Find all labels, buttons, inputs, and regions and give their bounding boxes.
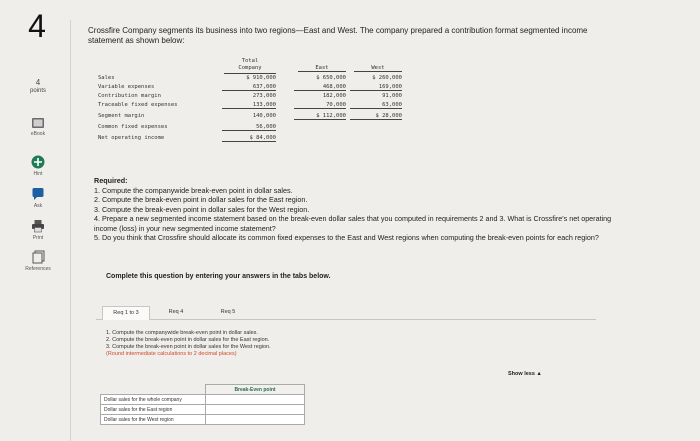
east-value: $ 112,000 — [294, 113, 346, 120]
header-total-underline — [224, 73, 276, 74]
west-value: 91,000 — [382, 93, 402, 99]
stmt-row-common — [96, 124, 396, 133]
hint-button[interactable] — [14, 155, 62, 177]
tab-req-5[interactable]: Req 5 — [220, 309, 236, 315]
west-value: 169,000 — [350, 84, 402, 91]
east-value: $ 650,000 — [316, 75, 346, 81]
complete-instruction: Complete this question by entering your answers in the tabs below. — [106, 273, 331, 280]
row-label: Variable expenses — [98, 84, 155, 90]
references-label: References — [25, 266, 51, 272]
rounding-note: (Round intermediate calculations to 2 decimal places) — [106, 351, 237, 358]
points-value: 4 — [35, 78, 41, 87]
instruction-line: 1. Compute the companywide break-even point in dollar sales. — [106, 330, 258, 336]
west-value: 63,000 — [350, 102, 402, 109]
row-label: Dollar sales for the whole company — [101, 395, 206, 405]
table-header-row — [101, 385, 305, 395]
table-row — [101, 395, 305, 405]
table-row — [101, 415, 305, 425]
east-value: 70,000 — [294, 102, 346, 109]
east-value: 468,000 — [294, 84, 346, 91]
instruction-line: 3. Compute the break-even point in dollar sales for the West region. — [106, 344, 271, 351]
tab-req-4[interactable]: Req 4 — [168, 309, 184, 315]
tab-req-1-to-3[interactable]: Req 1 to 3 — [102, 306, 150, 320]
header-west: West — [354, 65, 402, 72]
sidebar-divider — [70, 20, 71, 441]
column-header: Break-Even point — [206, 385, 305, 395]
header-total-2: Company — [238, 65, 262, 71]
west-value: $ 260,000 — [372, 75, 402, 81]
hint-icon — [31, 155, 45, 169]
row-label: Dollar sales for the West region — [101, 415, 206, 425]
references-button[interactable] — [14, 250, 62, 272]
row-label: Segment margin — [98, 113, 145, 119]
total-value: 637,000 — [222, 84, 276, 91]
income-statement — [96, 58, 402, 158]
instruction-line: 2. Compute the break-even point in dollar sales for the East region. — [106, 337, 270, 344]
stmt-row-segment — [96, 113, 402, 122]
required-item: 3. Compute the break-even point in dollar sales for the West region. — [94, 204, 310, 214]
ebook-button[interactable] — [14, 117, 62, 137]
ask-icon — [32, 187, 44, 201]
print-label: Print — [32, 235, 44, 241]
points-box — [10, 78, 66, 95]
total-value: 56,000 — [222, 124, 276, 131]
stmt-row-traceable — [96, 102, 402, 111]
header-total-1: Total — [241, 58, 259, 64]
requirements — [94, 176, 614, 243]
stmt-row-sales — [96, 75, 402, 84]
ask-button[interactable] — [14, 187, 62, 209]
points-label: points — [29, 87, 46, 94]
total-value: $ 84,000 — [222, 135, 276, 142]
total-value: 273,000 — [252, 93, 276, 99]
west-value: $ 28,000 — [350, 113, 402, 120]
stmt-row-net-income — [96, 135, 396, 144]
ask-label: Ask — [33, 203, 43, 209]
east-region-input[interactable] — [206, 405, 305, 415]
ebook-label: eBook — [30, 131, 46, 137]
tab-panel — [96, 320, 596, 375]
stmt-row-contribution — [96, 93, 402, 102]
book-icon — [31, 117, 45, 129]
show-less-button[interactable]: Show less ▲ — [508, 371, 542, 377]
stmt-row-variable — [96, 84, 402, 93]
row-label: Dollar sales for the East region — [101, 405, 206, 415]
tab-instructions — [106, 330, 271, 359]
row-label: Contribution margin — [98, 93, 161, 99]
required-item: 5. Do you think that Crossfire should allocate its common fixed expenses to the East and West regions when computing the break-even points for each region? — [94, 233, 599, 242]
print-button[interactable] — [14, 219, 62, 241]
row-label: Common fixed expenses — [98, 124, 168, 130]
required-item: 4. Prepare a new segmented income statement based on the break-even dollar sales that you computed in requirements 2 and 3. What is Crossfire's net operating income (loss) in your new segmented income statement? — [94, 214, 612, 233]
row-label: Traceable fixed expenses — [98, 102, 178, 108]
total-value: $ 910,000 — [246, 75, 276, 81]
east-value: 182,000 — [322, 93, 346, 99]
question-number: 4 — [28, 8, 46, 44]
requirement-tabs — [96, 303, 596, 320]
row-label: Net operating income — [98, 135, 165, 141]
required-item: 1. Compute the companywide break-even point in dollar sales. — [94, 185, 293, 195]
required-heading: Required: — [94, 176, 128, 185]
total-value: 133,000 — [222, 102, 276, 109]
print-icon — [31, 219, 45, 233]
table-row — [101, 405, 305, 415]
hint-label: Hint — [33, 171, 43, 177]
whole-company-input[interactable] — [206, 395, 305, 405]
problem-intro: Crossfire Company segments its business into two regions—East and West. The company prepared a contribution format segmented income statement as shown below: — [88, 26, 588, 46]
references-icon — [32, 250, 45, 264]
west-region-input[interactable] — [206, 415, 305, 425]
break-even-table — [100, 384, 305, 425]
total-value: 140,000 — [252, 113, 276, 119]
required-item: 2. Compute the break-even point in dollar sales for the East region. — [94, 195, 308, 204]
row-label: Sales — [98, 75, 115, 81]
header-east: East — [298, 65, 346, 72]
